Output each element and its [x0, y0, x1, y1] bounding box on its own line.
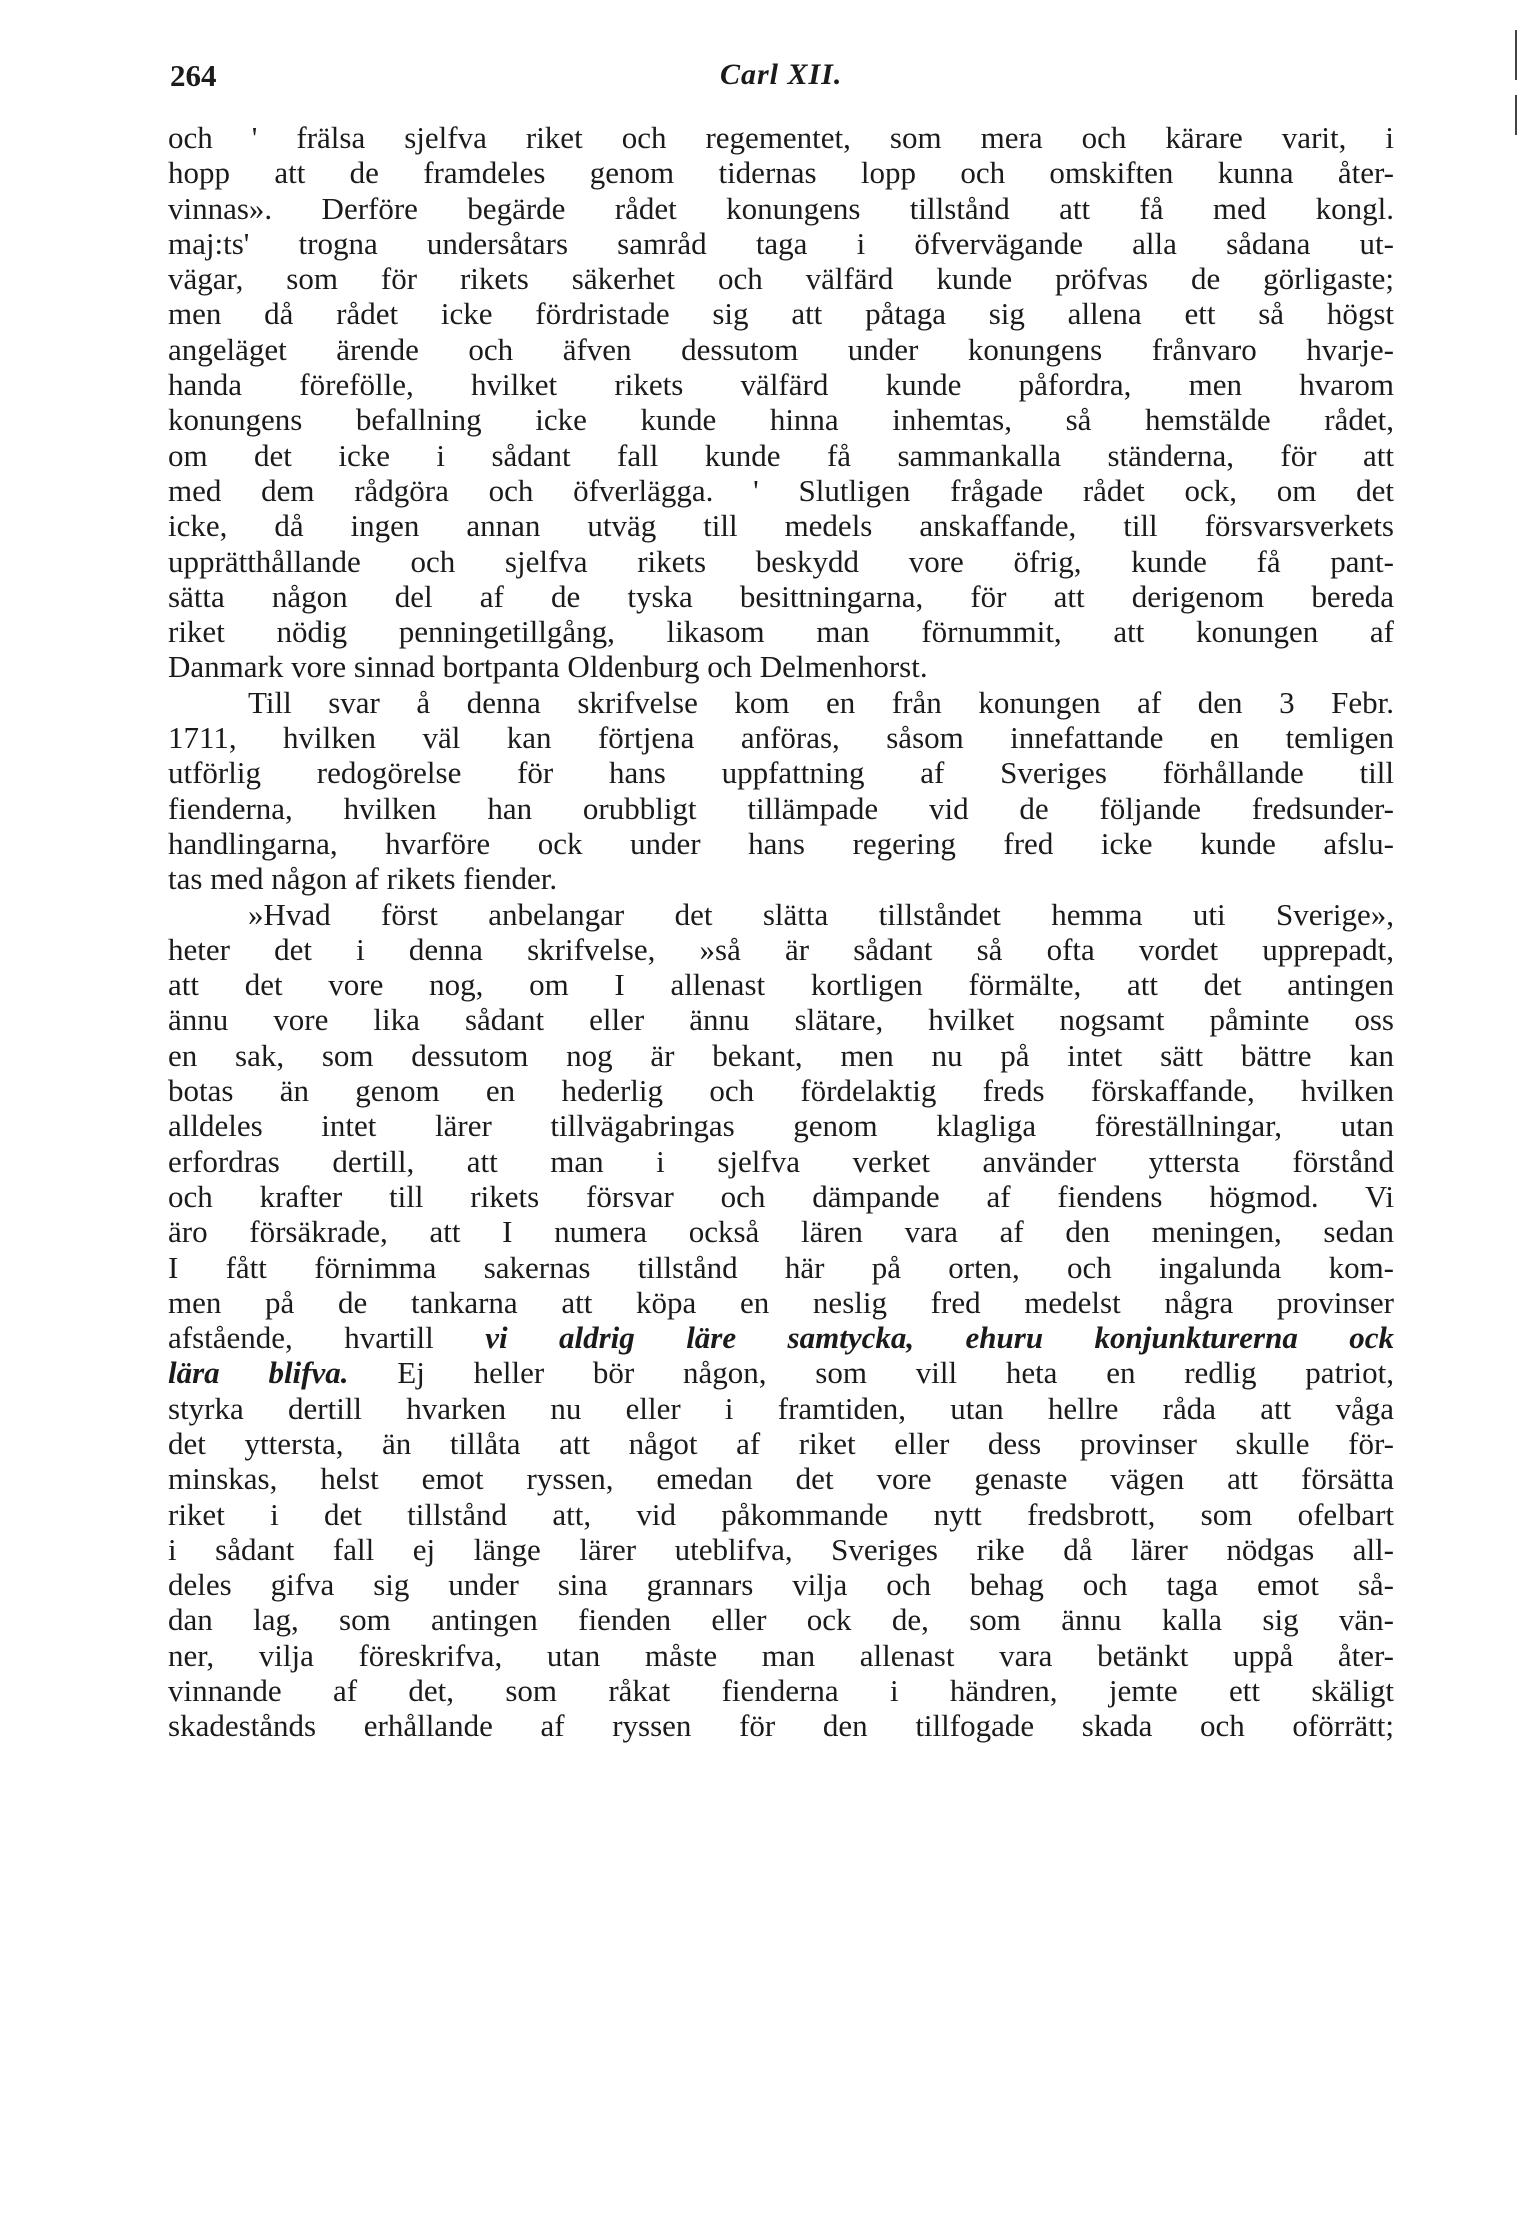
text-line [168, 1250, 1394, 1285]
line-text: minskas, helst emot ryssen, emedan det vore genaste vägen att försätta [168, 1461, 1394, 1497]
text-line [168, 1144, 1394, 1179]
text-line [168, 1285, 1394, 1320]
text-line [168, 1602, 1394, 1637]
line-text: Danmark vore sinnad bortpanta Oldenburg och Delmenhorst. [168, 649, 928, 685]
line-text: afstående, hvartill [168, 1320, 434, 1356]
line-text: en sak, som dessutom nog är bekant, men nu på intet sätt bättre kan [168, 1037, 1394, 1073]
text-line [168, 438, 1394, 473]
text-line [168, 1214, 1394, 1249]
text-line [168, 544, 1394, 579]
line-text: om det icke i sådant fall kunde få sammankalla ständerna, för att [168, 437, 1394, 473]
line-text: hopp att de framdeles genom tidernas lopp och omskiften kunna åter- [168, 155, 1394, 191]
text-line [168, 1320, 1394, 1355]
line-text: ner, vilja föreskrifva, utan måste man allenast vara betänkt uppå åter- [168, 1637, 1394, 1673]
text-line [168, 402, 1394, 437]
text-line [168, 1461, 1394, 1496]
text-line [168, 1179, 1394, 1214]
body-text [168, 120, 1394, 1744]
text-line [168, 1497, 1394, 1532]
line-text: dan lag, som antingen fienden eller ock de, som ännu kalla sig vän- [168, 1602, 1394, 1638]
line-text: att det vore nog, om I allenast kortligen förmälte, att det antingen [168, 967, 1394, 1003]
scan-edge-mark [1515, 30, 1517, 80]
text-line [168, 1108, 1394, 1143]
line-text: men på de tankarna att köpa en neslig fred medelst några provinser [168, 1284, 1394, 1320]
text-line [168, 755, 1394, 790]
line-text: heter det i denna skrifvelse, »så är sådant så ofta vordet upprepadt, [168, 931, 1394, 967]
text-line [168, 1567, 1394, 1602]
line-text: skadestånds erhållande af ryssen för den tillfogade skada och oförrätt; [168, 1708, 1394, 1744]
text-line [168, 614, 1394, 649]
text-line [168, 1673, 1394, 1708]
line-text: angeläget ärende och äfven dessutom under konungens frånvaro hvarje- [168, 331, 1394, 367]
text-line [168, 1355, 1394, 1390]
line-text: det yttersta, än tillåta att något af riket eller dess provinser skulle för- [168, 1425, 1394, 1461]
text-line [168, 579, 1394, 614]
line-text: 1711, hvilken väl kan förtjena anföras, såsom innefattande en temligen [168, 720, 1394, 756]
line-text: och ' frälsa sjelfva riket och regementet, som mera och kärare varit, i [168, 120, 1394, 155]
text-line [168, 367, 1394, 402]
line-text: upprätthållande och sjelfva rikets beskydd vore öfrig, kunde få pant- [168, 543, 1394, 579]
line-text: vinnas». Derföre begärde rådet konungens tillstånd att få med kongl. [168, 190, 1394, 226]
line-text: handa förefölle, hvilket rikets välfärd kunde påfordra, men hvarom [168, 367, 1394, 403]
line-text: med dem rådgöra och öfverlägga. ' Slutligen frågade rådet ock, om det [168, 472, 1394, 508]
text-line [168, 791, 1394, 826]
line-text: tas med någon af rikets fiender. [168, 861, 558, 897]
text-line [168, 155, 1394, 190]
text-line [168, 861, 1394, 896]
text-line [168, 967, 1394, 1002]
text-line [168, 296, 1394, 331]
scan-edge-mark [1515, 95, 1517, 135]
line-text: riket nödig penningetillgång, likasom man förnummit, att konungen af [168, 614, 1394, 650]
text-line [168, 1532, 1394, 1567]
line-text: icke, då ingen annan utväg till medels anskaffande, till försvarsverkets [168, 508, 1394, 544]
text-line [168, 1708, 1394, 1743]
text-line [168, 649, 1394, 684]
text-line [168, 720, 1394, 755]
text-line [168, 191, 1394, 226]
line-text: och krafter till rikets försvar och dämpande af fiendens högmod. Vi [168, 1178, 1394, 1214]
text-line [168, 826, 1394, 861]
line-text: ännu vore lika sådant eller ännu slätare, hvilket nogsamt påminte oss [168, 1002, 1394, 1038]
line-text: vägar, som för rikets säkerhet och välfärd kunde pröfvas de görligaste; [168, 261, 1394, 297]
text-line [168, 1638, 1394, 1673]
line-text: Till svar å denna skrifvelse kom en från konungen af den 3 Febr. [248, 684, 1394, 720]
line-text: vinnande af det, som råkat fienderna i händren, jemte ett skäligt [168, 1673, 1394, 1709]
text-line [168, 226, 1394, 261]
text-line [168, 332, 1394, 367]
line-text: i sådant fall ej länge lärer uteblifva, Sveriges rike då lärer nödgas all- [168, 1531, 1394, 1567]
text-line [168, 473, 1394, 508]
page-header [170, 58, 1380, 108]
line-text: erfordras dertill, att man i sjelfva verket använder yttersta förstånd [168, 1143, 1394, 1179]
text-line [168, 1002, 1394, 1037]
line-text: men då rådet icke fördristade sig att påtaga sig allena ett så högst [168, 296, 1394, 332]
text-line [168, 932, 1394, 967]
line-text: äro försäkrade, att I numera också lären vara af den meningen, sedan [168, 1214, 1394, 1250]
line-text: handlingarna, hvarföre ock under hans regering fred icke kunde afslu- [168, 825, 1394, 861]
text-line [168, 1391, 1394, 1426]
emphasis-text: lära blifva. [168, 1355, 349, 1391]
text-line [168, 261, 1394, 296]
page-number: 264 [170, 58, 217, 93]
line-text: sätta någon del af de tyska besittningarna, för att derigenom bereda [168, 578, 1394, 614]
line-text: riket i det tillstånd att, vid påkommande nytt fredsbrott, som ofelbart [168, 1496, 1394, 1532]
text-line [168, 508, 1394, 543]
line-text: fienderna, hvilken han orubbligt tillämpade vid de följande fredsunder- [168, 790, 1394, 826]
line-text: Ej heller bör någon, som vill heta en redlig patriot, [397, 1355, 1394, 1391]
text-line [168, 897, 1394, 932]
text-line [168, 1038, 1394, 1073]
emphasis-text: vi aldrig läre samtycka, ehuru konjunkturerna ock [485, 1320, 1395, 1356]
text-line [168, 1073, 1394, 1108]
line-text: utförlig redogörelse för hans uppfattning af Sveriges förhållande till [168, 755, 1394, 791]
line-text: maj:ts' trogna undersåtars samråd taga i öfvervägande alla sådana ut- [168, 225, 1394, 261]
line-text: konungens befallning icke kunde hinna inhemtas, så hemstälde rådet, [168, 402, 1394, 438]
line-text: styrka dertill hvarken nu eller i framtiden, utan hellre råda att våga [168, 1390, 1394, 1426]
text-line [168, 120, 1394, 155]
line-text: »Hvad först anbelangar det slätta tillståndet hemma uti Sverige», [248, 896, 1394, 932]
line-text: deles gifva sig under sina grannars vilja och behag och taga emot så- [168, 1567, 1394, 1603]
text-line [168, 1426, 1394, 1461]
text-line [168, 685, 1394, 720]
line-text: botas än genom en hederlig och fördelaktig freds förskaffande, hvilken [168, 1073, 1394, 1109]
running-head: Carl XII. [720, 58, 843, 91]
line-text: I fått förnimma sakernas tillstånd här på orten, och ingalunda kom- [168, 1249, 1394, 1285]
line-text: alldeles intet lärer tillvägabringas genom klagliga föreställningar, utan [168, 1108, 1394, 1144]
